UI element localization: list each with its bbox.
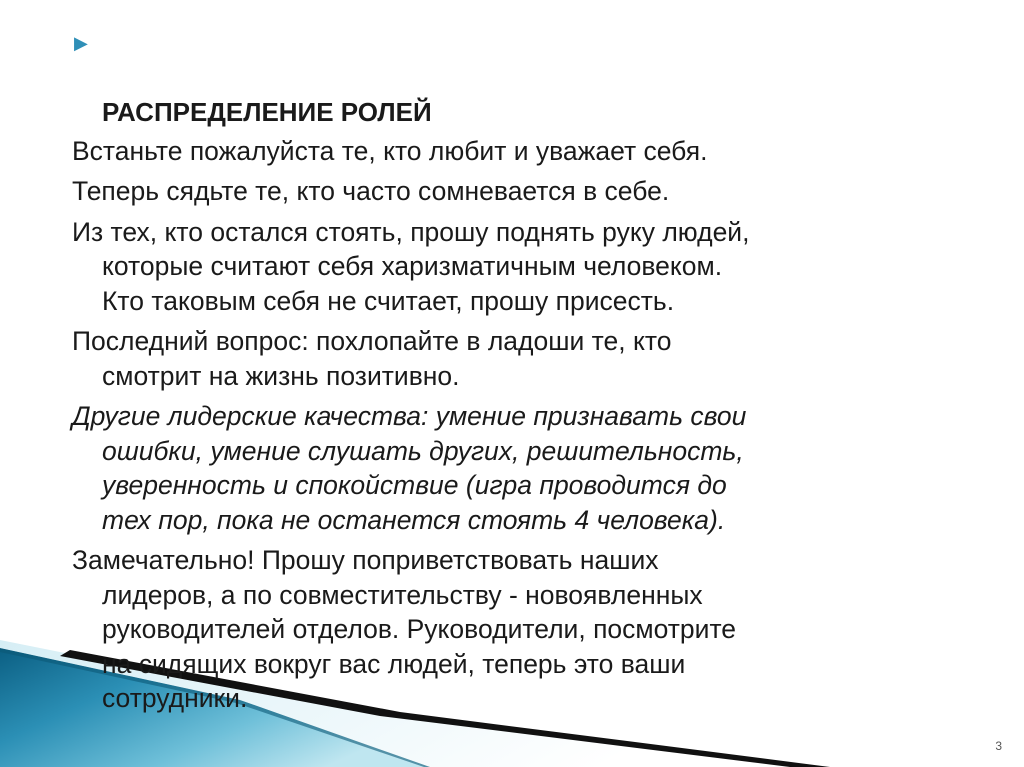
- slide-heading: [72, 26, 972, 130]
- paragraph-sit-down: Теперь сядьте те, кто часто сомневается в себе.: [72, 176, 670, 206]
- paragraph-clap: Последний вопрос: похлопайте в ладоши те, кто смотрит на жизнь позитивно.: [72, 326, 672, 391]
- paragraph-conclusion: Замечательно! Прошу поприветствовать наших лидеров, а по совместительству - новоявленных руководителей отделов. Руководители, посмотрите на сидящих вокруг вас людей, теперь это ваши сотрудники.: [72, 545, 737, 713]
- page-number: 3: [995, 739, 1002, 753]
- triangle-bullet-icon: ▶: [74, 33, 88, 53]
- paragraph-leadership-qualities: Другие лидерские качества: умение признавать свои ошибки, умение слушать других, решительность, уверенность и спокойствие (игра проводится до тех пор, пока не останется стоять 4 человека).: [72, 401, 747, 535]
- heading-text: РАСПРЕДЕЛЕНИЕ РОЛЕЙ: [102, 97, 432, 127]
- text-content: [72, 26, 972, 722]
- paragraph-stand-up: Встаньте пожалуйста те, кто любит и уважает себя.: [72, 135, 708, 166]
- paragraph-raise-hand: Из тех, кто остался стоять, прошу поднять руку людей, которые считают себя харизматичным человеком. Кто таковым себя не считает, прошу присесть.: [72, 216, 750, 316]
